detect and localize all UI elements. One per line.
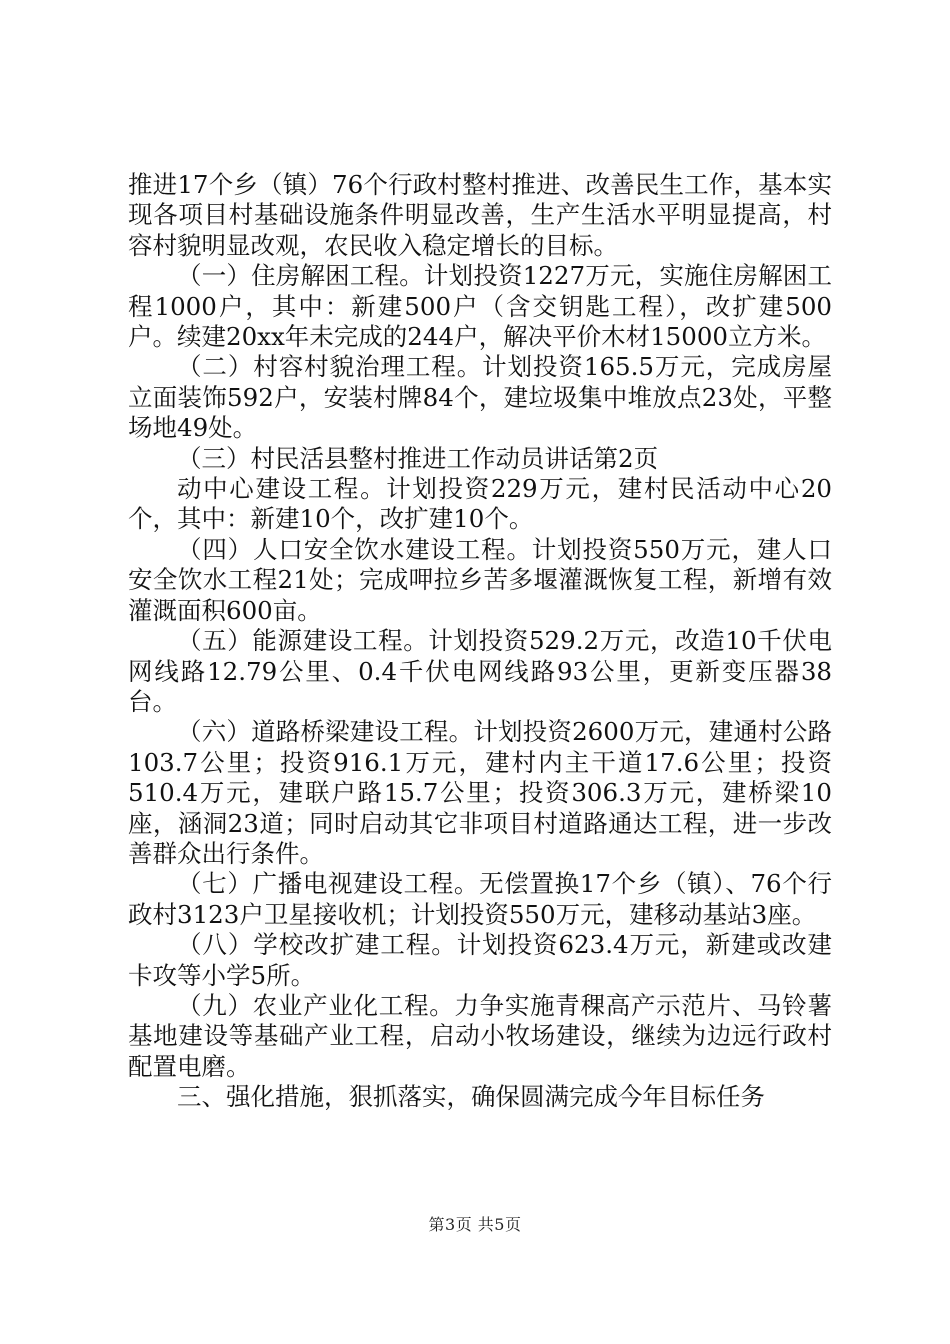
paragraph-roads-bridges: （六）道路桥梁建设工程。计划投资2600万元，建通村公路103.7公里；投资916.1万元，建村内主干道17.6公里；投资510.4万元，建联户路15.7公里；投资306.3万元，建桥梁10座，涵洞23道；同时启动其它非项目村道路通达工程，进一步改善群众出行条件。 [128, 717, 832, 868]
document-body [128, 170, 832, 1113]
paragraph-activity-heading: （三）村民活县整村推进工作动员讲话第2页 [177, 443, 659, 473]
paragraph-activity-center: 动中心建设工程。计划投资229万元，建村民活动中心20个，其中：新建10个，改扩建10个。 [128, 474, 832, 534]
page-footer [0, 1212, 950, 1235]
paragraph-drinking-water: （四）人口安全饮水建设工程。计划投资550万元，建人口安全饮水工程21处；完成呷拉乡苦多堰灌溉恢复工程，新增有效灌溉面积600亩。 [128, 534, 832, 625]
paragraph-intro: 推进17个乡（镇）76个行政村整村推进、改善民生工作，基本实现各项目村基础设施条件明显改善，生产生活水平明显提高，村容村貌明显改观，农民收入稳定增长的目标。 [128, 170, 832, 260]
paragraph-schools: （八）学校改扩建工程。计划投资623.4万元，新建或改建卡攻等小学5所。 [128, 930, 832, 990]
section-heading-measures: 三、强化措施，狠抓落实，确保圆满完成今年目标任务 [177, 1082, 765, 1112]
paragraph-village-appearance: （二）村容村貌治理工程。计划投资165.5万元，完成房屋立面装饰592户，安装村牌84个，建垃圾集中堆放点23处，平整场地49处。 [128, 352, 832, 443]
page-number-label: 第3页 共5页 [428, 1215, 522, 1234]
paragraph-agriculture: （九）农业产业化工程。力争实施青稞高产示范片、马铃薯基地建设等基础产业工程，启动小牧场建设，继续为边远行政村配置电磨。 [128, 990, 832, 1081]
paragraph-housing: （一）住房解困工程。计划投资1227万元，实施住房解困工程1000户，其中：新建500户（含交钥匙工程），改扩建500户。续建20xx年未完成的244户，解决平价木材15000立方米。 [128, 261, 832, 352]
paragraph-energy: （五）能源建设工程。计划投资529.2万元，改造10千伏电网线路12.79公里、0.4千伏电网线路93公里，更新变压器38台。 [128, 626, 832, 716]
paragraph-broadcast-tv: （七）广播电视建设工程。无偿置换17个乡（镇）、76个行政村3123户卫星接收机；计划投资550万元，建移动基站3座。 [128, 869, 832, 929]
